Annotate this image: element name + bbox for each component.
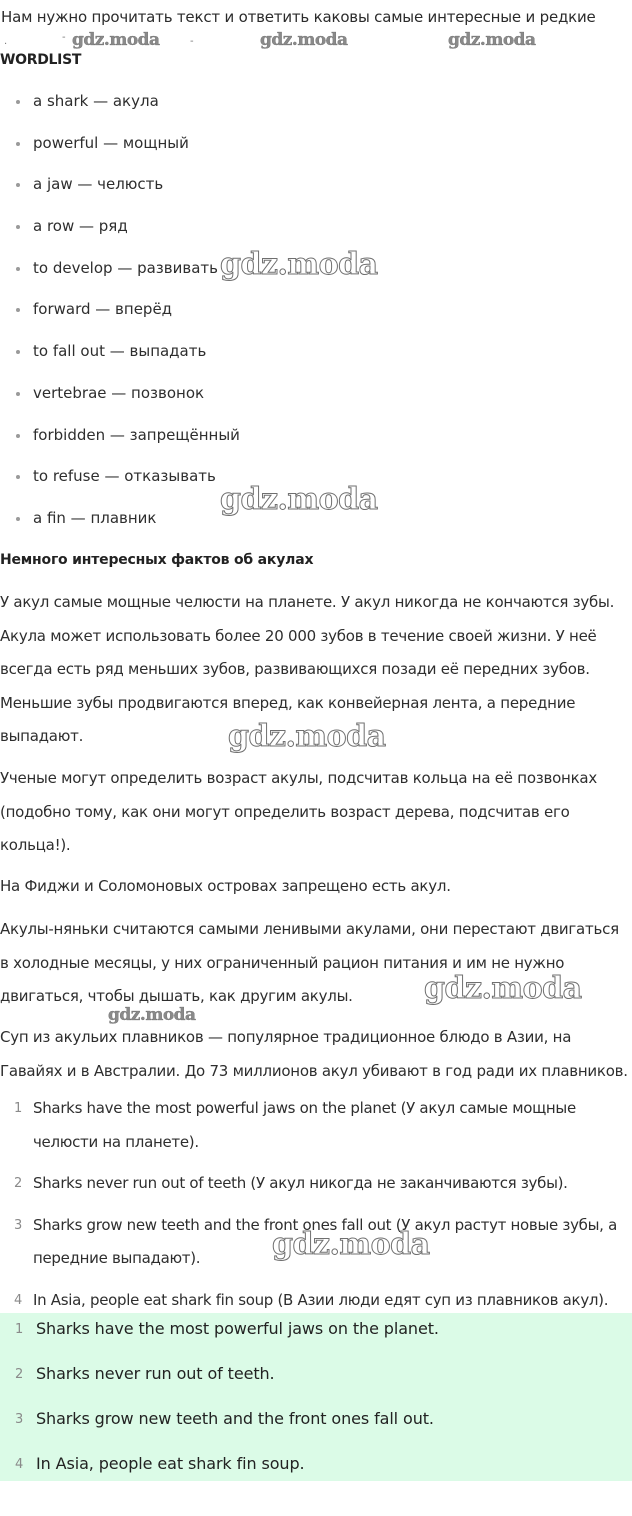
paragraph: У акул самые мощные челюсти на планете. У акул никогда не кончаются зубы. Акула может использовать более 20 000 зубов в течение своей жизни. У неё всегда есть ряд меньших зубов, развивающихся позади её передних зубов. Меньшие зубы продвигаются вперед, как конвейерная лента, а передние выпадают. <box>0 593 615 745</box>
bullet-icon <box>16 392 20 396</box>
bullet-icon <box>16 350 20 354</box>
word-entry: to refuse — отказывать <box>33 467 216 486</box>
word-entry: forbidden — запрещённый <box>33 425 240 444</box>
answer-text: Sharks grow new teeth and the front ones fall out (У акул растут новые зубы, а передние выпадают). <box>33 1215 617 1267</box>
list-item <box>0 1284 632 1318</box>
answer-text: Sharks have the most powerful jaws on the planet. <box>36 1319 439 1338</box>
watermark: gdz.moda <box>228 719 386 754</box>
list-item <box>0 1313 632 1358</box>
list-item <box>0 1092 632 1159</box>
list-item <box>0 424 240 466</box>
bullet-icon <box>16 267 20 271</box>
watermark: gdz.moda <box>260 30 348 50</box>
word-entry: vertebrae — позвонок <box>33 383 205 402</box>
wordlist <box>0 90 240 549</box>
word-entry: powerful — мощный <box>33 133 189 152</box>
word-entry: to fall out — выпадать <box>33 342 207 361</box>
watermark: gdz.moda <box>220 482 378 517</box>
list-item <box>0 215 240 257</box>
dash-mark: - <box>62 32 66 43</box>
wordlist-heading: WORDLIST <box>0 52 82 68</box>
watermark: gdz.moda <box>72 30 160 50</box>
paragraph: Акулы-няньки считаются самыми ленивыми акулами, они перестают двигаться в холодные месяцы, у них ограниченный рацион питания и им не нужно двигаться, чтобы дышать, как другим акулы. <box>0 920 619 1005</box>
intro-text: Нам нужно прочитать текст и ответить каковы самые интересные и редкие <box>1 8 596 26</box>
watermark: gdz.moda <box>108 1005 196 1025</box>
list-item <box>0 298 240 340</box>
dash-mark: - <box>190 36 194 47</box>
answer-text: Sharks never run out of teeth. <box>36 1364 275 1383</box>
list-item <box>0 257 240 299</box>
word-entry: to develop — развивать <box>33 258 218 277</box>
bullet-icon <box>16 183 20 187</box>
answer-text: Sharks have the most powerful jaws on the planet (У акул самые мощные челюсти на планете). <box>33 1099 576 1151</box>
bullet-icon <box>16 100 20 104</box>
paragraph: Ученые могут определить возраст акулы, подсчитав кольца на её позвонках (подобно тому, как они могут определить возраст дерева, подсчитав его кольца!). <box>0 769 597 854</box>
watermark: gdz.moda <box>272 1227 430 1262</box>
item-number: 2 <box>15 1367 24 1382</box>
list-item <box>0 340 240 382</box>
paragraph: На Фиджи и Соломоновых островах запрещено есть акул. <box>0 877 451 895</box>
answer-text: In Asia, people eat shark fin soup. <box>36 1454 305 1473</box>
item-number: 1 <box>15 1322 24 1337</box>
word-entry: a jaw — челюсть <box>33 175 164 194</box>
dot-mark: . <box>4 36 8 47</box>
list-item <box>0 132 240 174</box>
word-entry: a shark — акула <box>33 92 159 110</box>
item-number: 2 <box>14 1176 22 1191</box>
answers-list-annotated <box>0 1092 632 1325</box>
list-item <box>0 90 240 132</box>
facts-heading: Немного интересных фактов об акулах <box>0 552 314 568</box>
watermark: gdz.moda <box>424 971 582 1006</box>
answer-text: In Asia, people eat shark fin soup (В Азии люди едят суп из плавников акул). <box>33 1290 609 1309</box>
bullet-icon <box>16 434 20 438</box>
answer-box <box>0 1313 632 1481</box>
bullet-icon <box>16 308 20 312</box>
item-number: 4 <box>14 1292 22 1308</box>
answer-text: Sharks never run out of teeth (У акул никогда не заканчиваются зубы). <box>33 1174 568 1192</box>
watermark: gdz.moda <box>220 247 378 282</box>
item-number: 1 <box>14 1101 22 1116</box>
watermark: gdz.moda <box>448 30 536 50</box>
item-number: 3 <box>14 1217 22 1233</box>
bullet-icon <box>16 475 20 479</box>
word-entry: a fin — плавник <box>33 508 157 527</box>
list-item <box>0 1448 632 1493</box>
list-item <box>0 507 240 549</box>
answer-text: Sharks grow new teeth and the front ones fall out. <box>36 1409 434 1428</box>
list-item <box>0 465 240 507</box>
answers-list <box>0 1313 632 1493</box>
item-number: 4 <box>15 1457 24 1472</box>
item-number: 3 <box>15 1412 24 1427</box>
list-item <box>0 1167 632 1201</box>
bullet-icon <box>16 517 20 521</box>
list-item <box>0 382 240 424</box>
list-item <box>0 1358 632 1403</box>
bullet-icon <box>16 225 20 229</box>
list-item <box>0 1403 632 1448</box>
word-entry: a row — ряд <box>33 217 128 236</box>
bullet-icon <box>16 142 20 146</box>
paragraph: Суп из акульих плавников — популярное традиционное блюдо в Азии, на Гавайях и в Австралии. До 73 миллионов акул убивают в год ради их плавников. <box>0 1028 628 1080</box>
word-entry: forward — вперёд <box>33 300 173 319</box>
list-item <box>0 173 240 215</box>
watermark-row <box>0 30 632 52</box>
